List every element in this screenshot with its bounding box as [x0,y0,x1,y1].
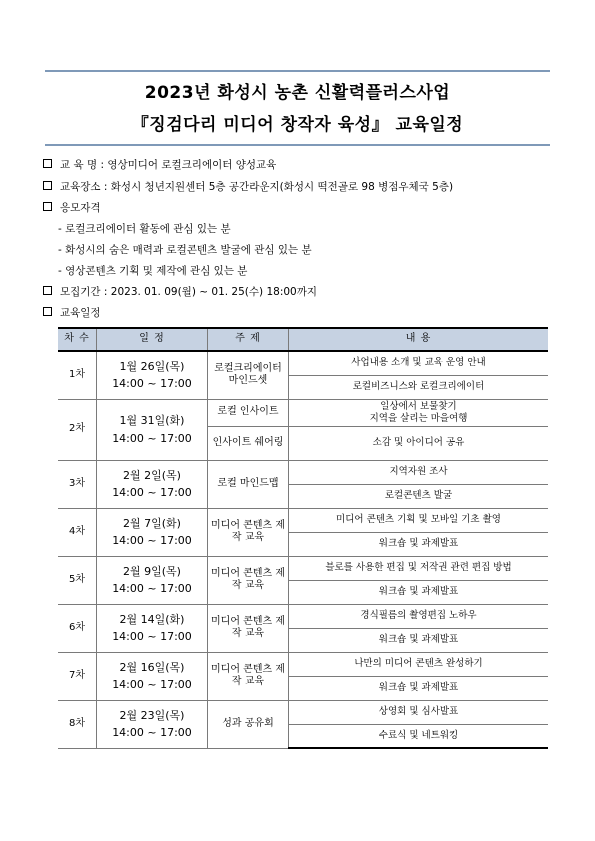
session-content: 지역자원 조사 [289,460,549,484]
session-topic: 로컬 마인드맵 [208,460,289,508]
session-topic: 미디어 콘텐츠 제작 교육 [208,604,289,652]
session-content [289,399,549,426]
session-time: 14:00 ~ 17:00 [112,377,192,391]
header-session: 차 수 [58,328,97,351]
session-time: 14:00 ~ 17:00 [112,678,192,691]
session-number: 5차 [58,556,97,604]
session-datetime [97,508,208,556]
table-row [58,604,548,628]
table-row [58,460,548,484]
table-row [58,351,548,375]
session-number: 6차 [58,604,97,652]
document-subtitle: 『징검다리 미디어 창작자 육성』 교육일정 [131,115,464,135]
session-time: 14:00 ~ 17:00 [112,582,192,595]
session-date: 2월 9일(목) [123,564,181,578]
eligibility-item: - 영상콘텐츠 기획 및 제작에 관심 있는 분 [58,265,248,277]
session-topic: 미디어 콘텐츠 제작 교육 [208,556,289,604]
session-content: 소감 및 아이디어 공유 [289,426,549,460]
table-row [58,700,548,724]
section-location [43,179,453,194]
table-row [58,556,548,580]
session-time: 14:00 ~ 17:00 [112,534,192,547]
document-title: 2023년 화성시 농촌 신활력플러스사업 [144,83,451,103]
session-time: 14:00 ~ 17:00 [112,431,192,445]
eligibility-heading: 응모자격 [60,202,101,214]
schedule-heading: 교육일정 [60,307,101,319]
session-topic: 인사이트 쉐어링 [208,426,289,460]
session-datetime [97,556,208,604]
header-date: 일 정 [97,328,208,351]
table-header-row [58,328,548,351]
session-number: 7차 [58,652,97,700]
table-row [58,399,548,426]
title-box [45,70,550,146]
header-topic: 주 제 [208,328,289,351]
session-datetime [97,460,208,508]
section-period [43,284,317,299]
section-schedule [43,305,101,320]
session-content: 미디어 콘텐츠 기획 및 모바일 기초 촬영 [289,508,549,532]
schedule-table [58,327,548,749]
session-content: 상영회 및 심사발표 [289,700,549,724]
session-content: 수료식 및 네트워킹 [289,724,549,748]
session-content: 사업내용 소개 및 교육 운영 안내 [289,351,549,375]
session-content: 워크숍 및 과제발표 [289,676,549,700]
session-content: 워크숍 및 과제발표 [289,580,549,604]
session-content: 경식필름의 촬영편집 노하우 [289,604,549,628]
session-content: 블로를 사용한 편집 및 저작권 관련 편집 방법 [289,556,549,580]
session-date: 2월 7일(화) [123,516,181,530]
session-content: 워크숍 및 과제발표 [289,532,549,556]
session-content: 워크숍 및 과제발표 [289,628,549,652]
table-row [58,508,548,532]
session-content: 나만의 미디어 콘텐츠 완성하기 [289,652,549,676]
session-date: 2월 14일(화) [119,612,185,626]
session-topic: 로컬 인사이트 [208,399,289,426]
session-content: 로컬콘텐츠 발굴 [289,484,549,508]
table-row [58,652,548,676]
session-number: 3차 [58,460,97,508]
session-topic: 성과 공유회 [208,700,289,748]
session-topic: 미디어 콘텐츠 제작 교육 [208,652,289,700]
checkbox-square-icon [43,159,52,168]
session-date: 2월 16일(목) [119,660,185,674]
checkbox-square-icon [43,202,52,211]
session-time: 14:00 ~ 17:00 [112,726,192,739]
session-number: 1차 [58,351,97,399]
checkbox-square-icon [43,307,52,316]
session-number: 2차 [58,399,97,460]
session-datetime [97,399,208,460]
header-content: 내 용 [289,328,549,351]
section-course-name [43,157,276,172]
session-number: 4차 [58,508,97,556]
session-datetime [97,700,208,748]
eligibility-item: - 화성시의 숨은 매력과 로컬콘텐츠 발굴에 관심 있는 분 [58,244,312,256]
course-name-text: 교 육 명 : 영상미디어 로컬크리에이터 양성교육 [60,159,277,171]
session-date: 1월 26일(목) [119,360,185,374]
session-datetime [97,652,208,700]
session-date: 2월 23일(목) [119,708,185,722]
session-topic: 미디어 콘텐츠 제작 교육 [208,508,289,556]
eligibility-item: - 로컬크리에이터 활동에 관심 있는 분 [58,223,231,235]
location-text: 교육장소 : 화성시 청년지원센터 5층 공간라운지(화성시 떡전골로 98 병점우체국 5층) [60,181,454,193]
session-date: 2월 2일(목) [123,468,181,482]
session-datetime [97,604,208,652]
session-topic: 로컬크리에이터 마인드셋 [208,351,289,399]
session-date: 1월 31일(화) [119,414,185,428]
session-content: 로컬비즈니스와 로컬크리에이터 [289,375,549,399]
session-content-line: 일상에서 보물찾기 [380,400,457,412]
section-eligibility [43,200,101,215]
period-text: 모집기간 : 2023. 01. 09(월) ~ 01. 25(수) 18:00까지 [60,286,318,298]
session-content-line: 지역을 살리는 마을여행 [369,412,468,424]
checkbox-square-icon [43,181,52,190]
session-time: 14:00 ~ 17:00 [112,486,192,499]
session-datetime [97,351,208,399]
session-number: 8차 [58,700,97,748]
checkbox-square-icon [43,286,52,295]
session-time: 14:00 ~ 17:00 [112,630,192,643]
